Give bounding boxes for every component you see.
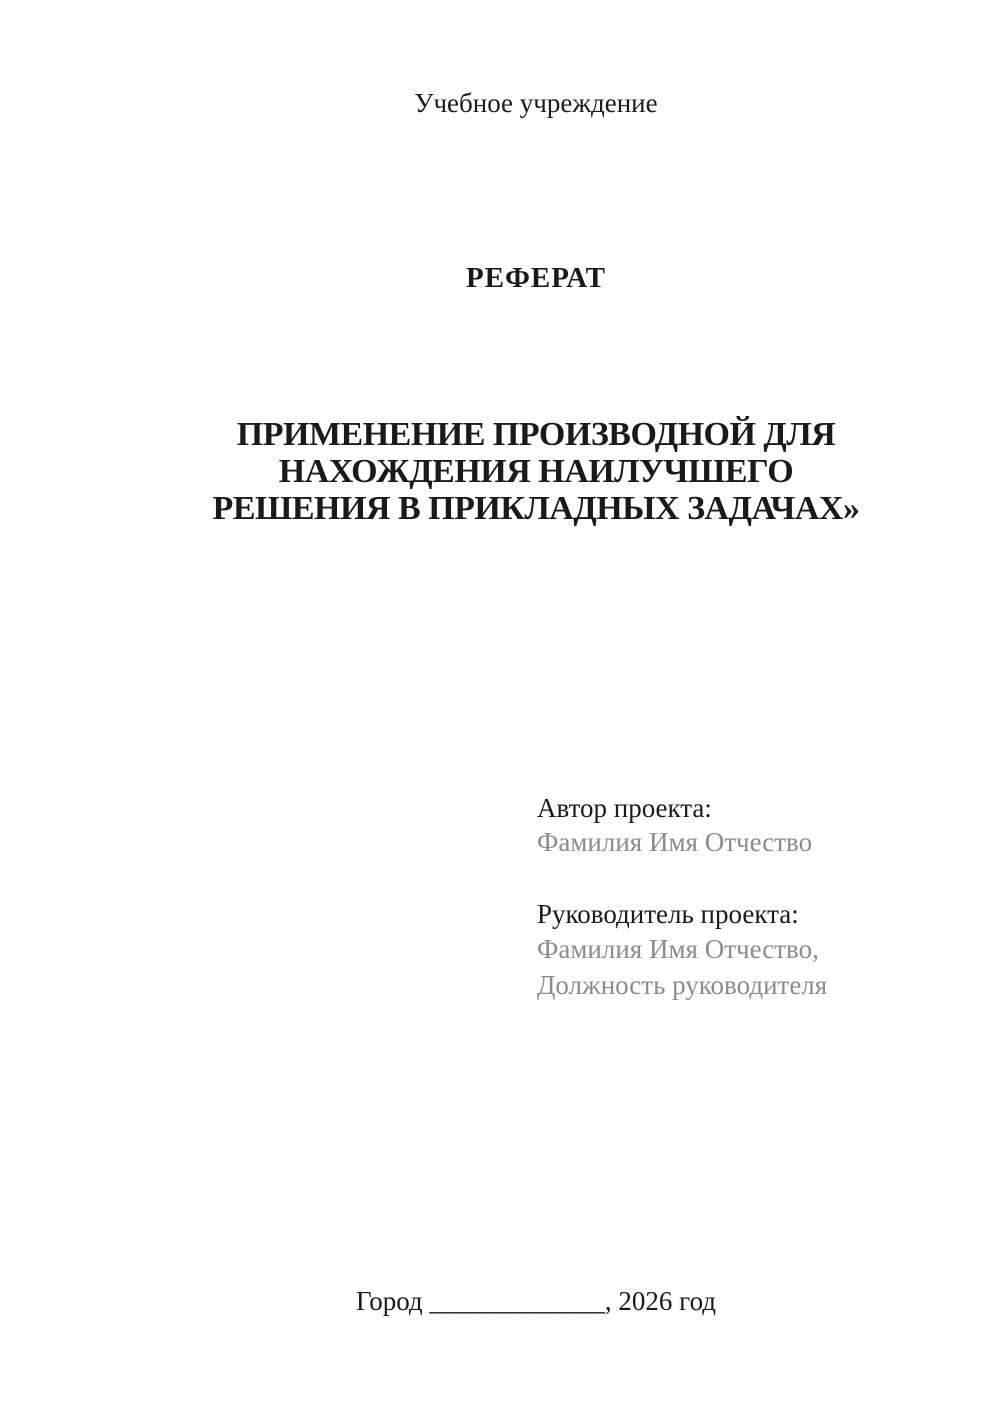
author-block [537,791,812,859]
author-name-placeholder: Фамилия Имя Отчество [537,827,813,857]
supervisor-name-placeholder: Фамилия Имя Отчество, [537,934,819,964]
author-label: Автор проекта: [537,793,712,823]
supervisor-label: Руководитель проекта: [537,899,799,929]
paper-title [143,416,929,527]
document-type-heading: РЕФЕРАТ [465,262,607,294]
city-and-year-line: Город _____________, 2026 год [355,1286,717,1316]
paper-title-line-3: РЕШЕНИЯ В ПРИКЛАДНЫХ ЗАДАЧАХ» [212,490,860,527]
institution-name: Учебное учреждение [414,88,658,118]
supervisor-position-placeholder: Должность руководителя [537,970,828,1000]
supervisor-block [537,897,827,1003]
paper-title-line-1: ПРИМЕНЕНИЕ ПРОИЗВОДНОЙ ДЛЯ [236,416,836,453]
paper-title-line-2: НАХОЖДЕНИЯ НАИЛУЧШЕГО [278,453,794,490]
